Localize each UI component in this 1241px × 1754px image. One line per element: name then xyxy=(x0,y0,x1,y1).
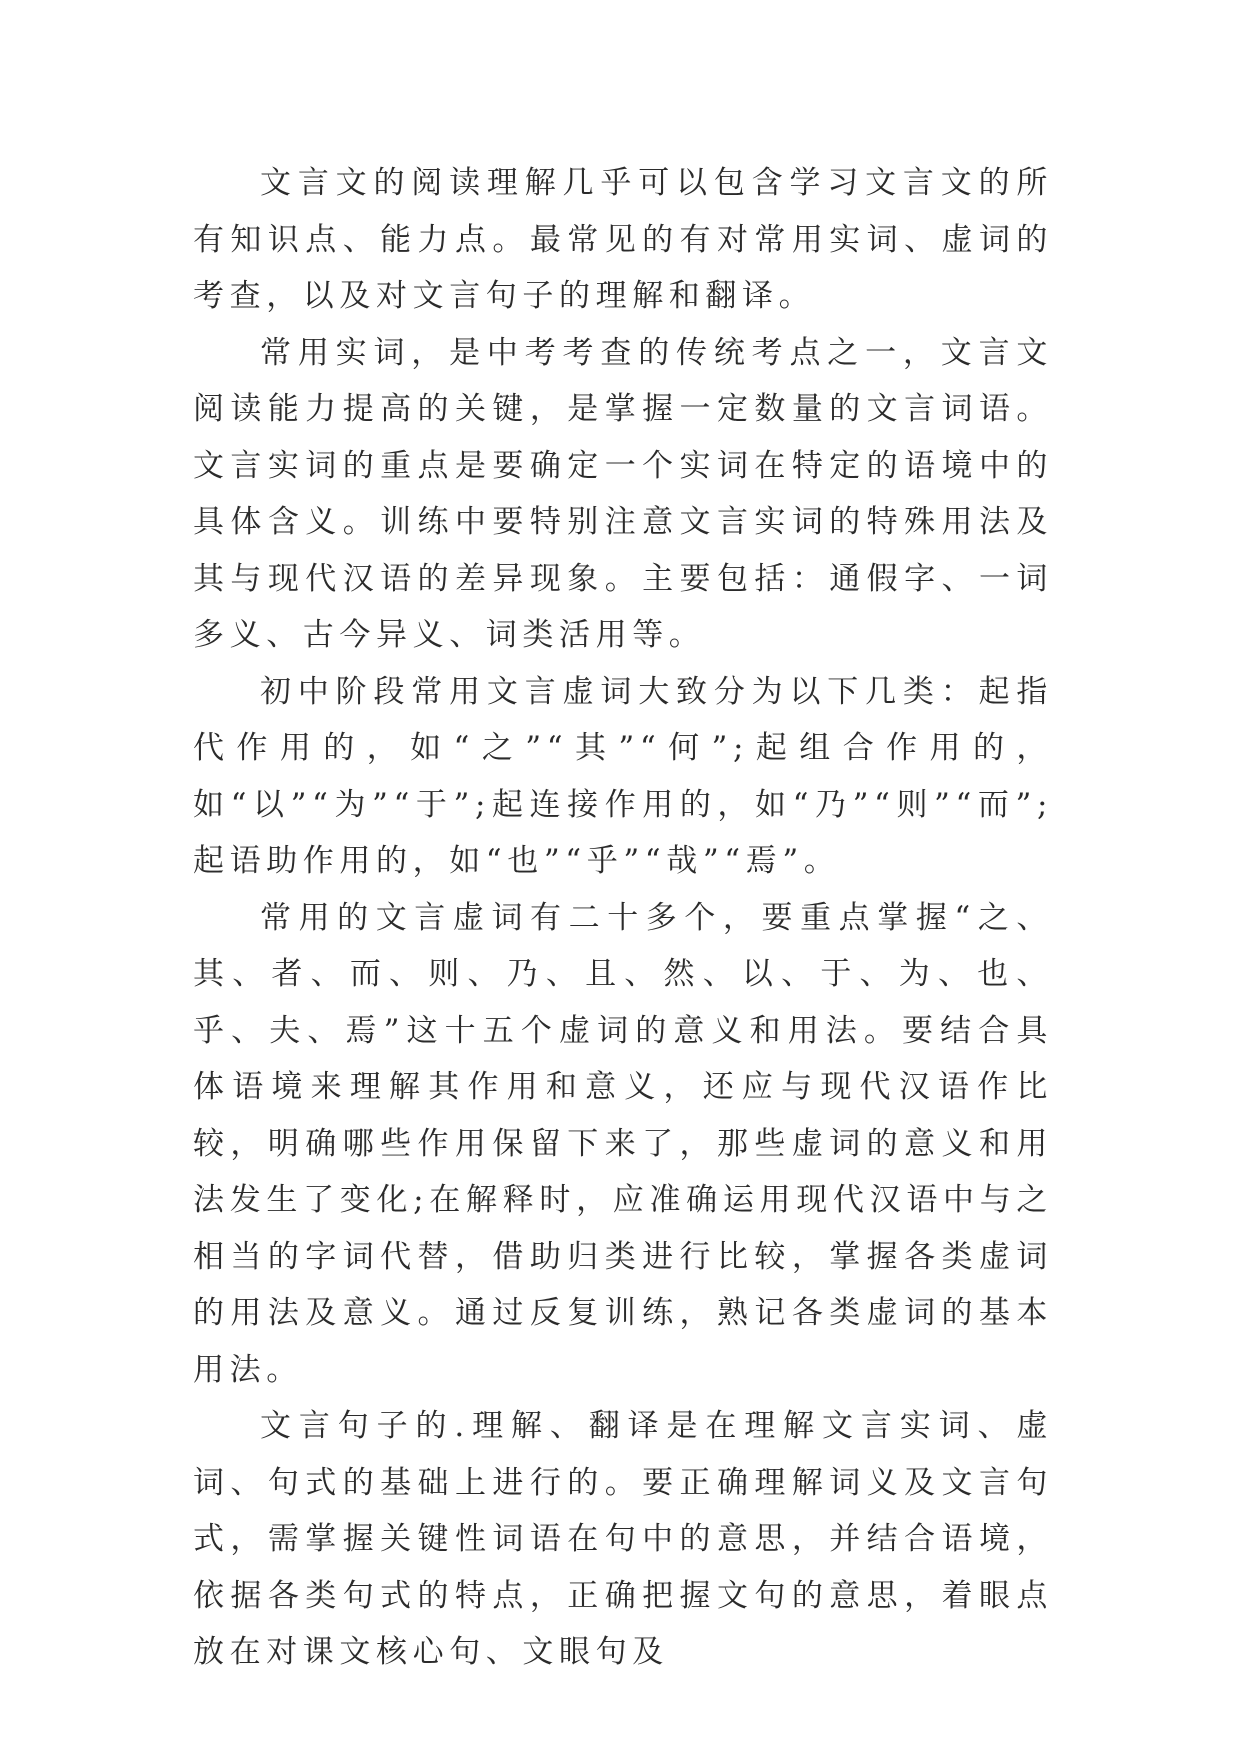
body-text xyxy=(193,155,1053,1681)
paragraph-4: 常用的文言虚词有二十多个，要重点掌握“之、其、者、而、则、乃、且、然、以、于、为、也、乎、夫、焉”这十五个虚词的意义和用法。要结合具体语境来理解其作用和意义，还应与现代汉语作比较，明确哪些作用保留下来了，那些虚词的意义和用法发生了变化;在解释时，应准确运用现代汉语中与之相当的字词代替，借助归类进行比较，掌握各类虚词的用法及意义。通过反复训练，熟记各类虚词的基本用法。 xyxy=(193,899,1053,1388)
paragraph-2: 常用实词，是中考考查的传统考点之一，文言文阅读能力提高的关键，是掌握一定数量的文言词语。文言实词的重点是要确定一个实词在特定的语境中的具体含义。训练中要特别注意文言实词的特殊用法及其与现代汉语的差异现象。主要包括：通假字、一词多义、古今异义、词类活用等。 xyxy=(193,334,1053,653)
paragraph-5: 文言句子的.理解、翻译是在理解文言实词、虚词、句式的基础上进行的。要正确理解词义及文言句式，需掌握关键性词语在句中的意思，并结合语境，依据各类句式的特点，正确把握文句的意思，着眼点放在对课文核心句、文眼句及 xyxy=(193,1408,1053,1670)
paragraph-1: 文言文的阅读理解几乎可以包含学习文言文的所有知识点、能力点。最常见的有对常用实词、虚词的考查，以及对文言句子的理解和翻译。 xyxy=(193,165,1053,314)
paragraph-3: 初中阶段常用文言虚词大致分为以下几类：起指代作用的，如“之”“其”“何”;起组合作用的，如“以”“为”“于”;起连接作用的，如“乃”“则”“而”;起语助作用的，如“也”“乎”“哉”“焉”。 xyxy=(193,673,1053,879)
